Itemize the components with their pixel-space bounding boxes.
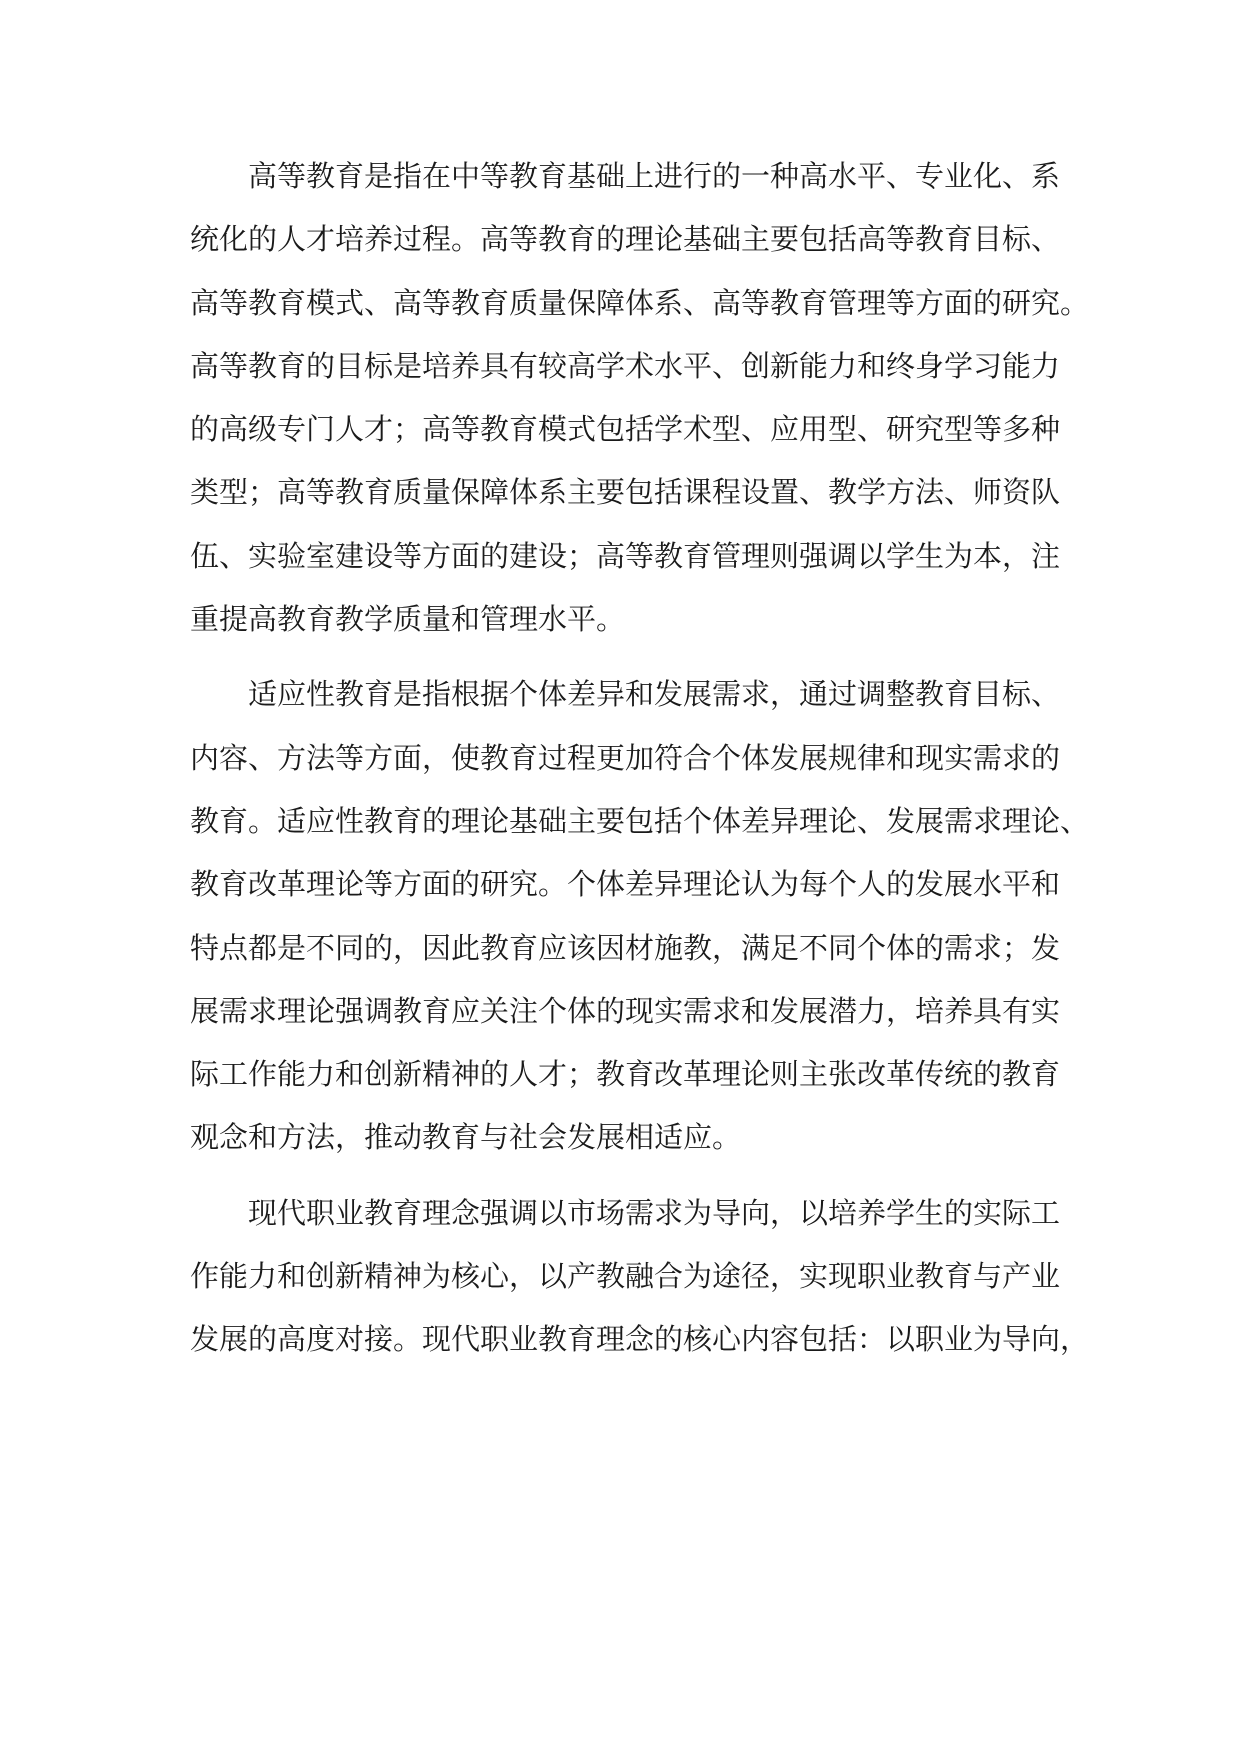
text-line: 观念和方法，推动教育与社会发展相适应。 [190,1120,742,1155]
text-line: 类型；高等教育质量保障体系主要包括课程设置、教学方法、师资队 [190,475,1061,510]
paragraph-spacer [190,1170,1060,1182]
paragraph-higher-education [190,145,1090,651]
paragraph-adaptive-education [190,663,1090,1169]
text-line: 展需求理论强调教育应关注个体的现实需求和发展潜力，培养具有实 [190,993,1061,1028]
document-body [190,145,1090,1372]
text-line: 适应性教育是指根据个体差异和发展需求，通过调整教育目标、 [248,677,1061,712]
text-line: 际工作能力和创新精神的人才；教育改革理论则主张改革传统的教育 [190,1057,1061,1092]
text-line: 教育改革理论等方面的研究。个体差异理论认为每个人的发展水平和 [190,867,1061,902]
text-line: 特点都是不同的，因此教育应该因材施教，满足不同个体的需求；发 [190,930,1061,965]
text-line: 统化的人才培养过程。高等教育的理论基础主要包括高等教育目标、 [190,222,1061,257]
text-line: 高等教育是指在中等教育基础上进行的一种高水平、专业化、系 [248,159,1061,193]
text-line: 发展的高度对接。现代职业教育理念的核心内容包括：以职业为导向， [190,1322,1090,1357]
text-line: 的高级专门人才；高等教育模式包括学术型、应用型、研究型等多种 [190,412,1061,447]
text-line: 重提高教育教学质量和管理水平。 [190,602,626,637]
paragraph-vocational-education [190,1182,1090,1372]
text-line: 高等教育的目标是培养具有较高学术水平、创新能力和终身学习能力 [190,348,1061,383]
text-line: 教育。适应性教育的理论基础主要包括个体差异理论、发展需求理论、 [190,803,1090,838]
text-line: 作能力和创新精神为核心，以产教融合为途径，实现职业教育与产业 [190,1259,1061,1294]
text-line: 现代职业教育理念强调以市场需求为导向，以培养学生的实际工 [248,1195,1061,1230]
paragraph-spacer [190,651,1060,663]
text-line: 内容、方法等方面，使教育过程更加符合个体发展规律和现实需求的 [190,740,1061,775]
text-line: 高等教育模式、高等教育质量保障体系、高等教育管理等方面的研究。 [190,285,1090,320]
text-line: 伍、实验室建设等方面的建设；高等教育管理则强调以学生为本，注 [190,538,1061,573]
